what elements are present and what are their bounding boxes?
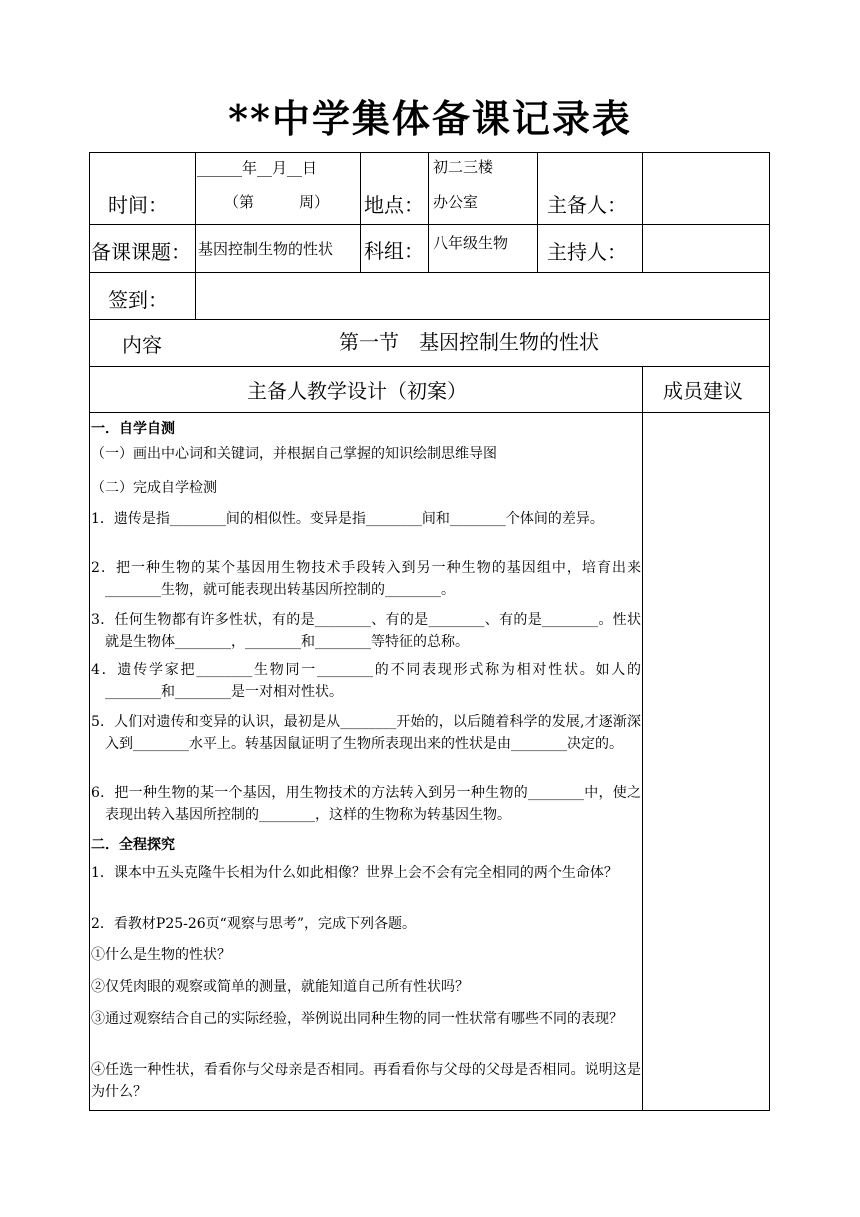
- preparer-label: 主备人：: [547, 193, 627, 217]
- question-item: 1．课本中五头克隆牛长相为什么如此相像？世界上会不会有完全相同的两个生命体？: [91, 865, 618, 881]
- group-label: 科组：: [364, 239, 424, 263]
- column-divider: [537, 152, 538, 272]
- row-divider: [89, 224, 770, 225]
- signin-field[interactable]: [200, 278, 765, 314]
- column-divider: [642, 152, 643, 272]
- question-item: ④任选一种性状，看看你与父母亲是否相同。再看看你与父母的父母是否相同。说明这是为什么？: [91, 1062, 641, 1100]
- group-value: 八年级生物: [433, 234, 509, 252]
- question-item: 1．遗传是指________间的相似性。变异是指________间和________个体间的差异。: [91, 511, 604, 527]
- question-item: ②仅凭肉眼的观察或简单的测量，就能知道自己所有性状吗？: [91, 979, 469, 995]
- week-field[interactable]: （第 周）: [224, 193, 330, 211]
- signin-label: 签到：: [108, 288, 168, 312]
- row-divider: [89, 412, 770, 413]
- question-item: 3．任何生物都有许多性状，有的是________、有的是________、有的是________。性状就是生物体________，________和________等特征的总称。: [91, 612, 641, 650]
- question-item: ①什么是生物的性状？: [91, 947, 231, 963]
- section-heading: 一．自学自测: [91, 421, 175, 437]
- topic-value: 基因控制生物的性状: [198, 240, 334, 258]
- section-subheading: （一）画出中心词和关键词，并根据自己掌握的知识绘制思维导图: [91, 446, 497, 462]
- question-item: 2．把一种生物的某个基因用生物技术手段转入到另一种生物的基因组中，培育出来________生物，就可能表现出转基因所控制的________。: [91, 560, 641, 598]
- date-field[interactable]: ______年__月__日: [197, 159, 318, 177]
- question-item: 6．把一种生物的某一个基因，用生物技术的方法转入到另一种生物的________中，使之表现出转入基因所控制的________，这样的生物称为转基因生物。: [91, 785, 641, 823]
- place-value-line2: 办公室: [433, 193, 479, 211]
- row-divider: [89, 366, 770, 367]
- content-value: 第一节 基因控制生物的性状: [339, 330, 599, 354]
- column-divider: [360, 152, 361, 272]
- question-item: 4．遗传学家把________生物同一________的不同表现形式称为相对性状。如人的________和________是一对相对性状。: [91, 662, 641, 700]
- row-divider: [89, 319, 770, 320]
- page-title: **中学集体备课记录表: [228, 96, 632, 141]
- place-value-line1: 初二三楼: [433, 158, 494, 176]
- question-item: 2．看教材P25-26页“观察与思考”，完成下列各题。: [91, 916, 416, 932]
- section-subheading: （二）完成自学检测: [91, 480, 217, 496]
- question-item: ③通过观察结合自己的实际经验，举例说出同种生物的同一性状常有哪些不同的表现？: [91, 1011, 623, 1027]
- suggestion-field[interactable]: [646, 418, 766, 1106]
- design-header: 主备人教学设计（初案）: [247, 379, 467, 403]
- suggest-header: 成员建议: [663, 379, 743, 403]
- host-field[interactable]: [646, 230, 766, 266]
- time-label: 时间：: [108, 193, 168, 217]
- host-label: 主持人：: [547, 240, 627, 264]
- column-divider: [195, 152, 196, 319]
- question-item: 5．人们对遗传和变异的认识，最初是从________开始的，以后随着科学的发展,才逐渐深入到________水平上。转基因鼠证明了生物所表现出来的性状是由________决定的。: [91, 714, 641, 752]
- preparer-field[interactable]: [646, 160, 766, 220]
- column-divider: [642, 366, 643, 1111]
- topic-label: 备课课题：: [91, 240, 191, 264]
- section-heading: 二．全程探究: [91, 837, 175, 853]
- place-label: 地点：: [364, 193, 424, 217]
- row-divider: [89, 272, 770, 273]
- content-label: 内容: [122, 333, 162, 357]
- column-divider: [428, 152, 429, 272]
